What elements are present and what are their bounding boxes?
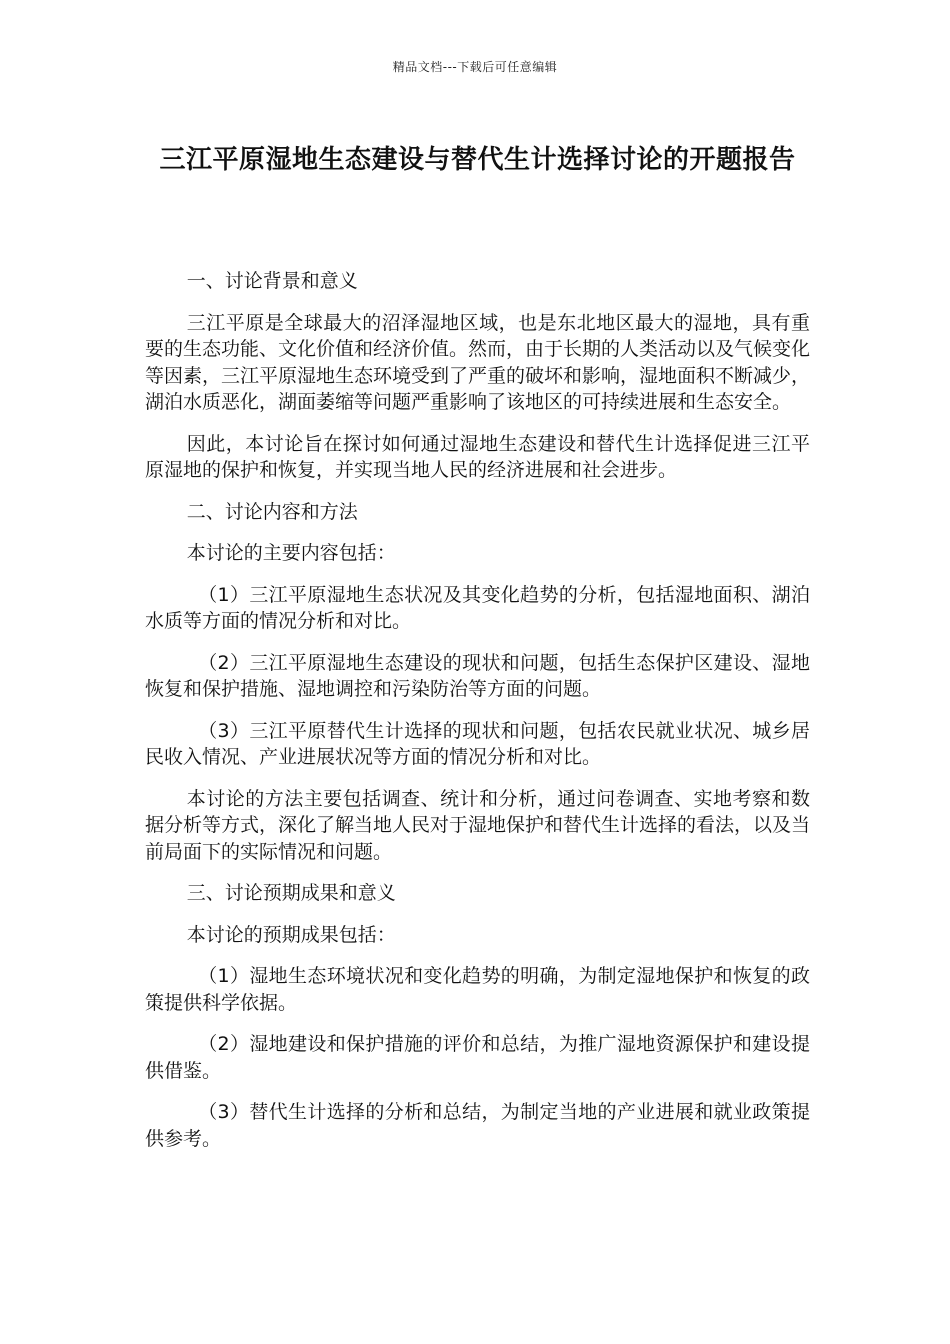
- section-heading-expected-results: 三、讨论预期成果和意义: [186, 882, 396, 904]
- list-item-content-3: （3）三江平原替代生计选择的现状和问题，包括农民就业状况、城乡居民收入情况、产业进展状况等方面的情况分析和对比。: [145, 719, 810, 768]
- paragraph-content-lead: 本讨论的主要内容包括：: [186, 542, 396, 564]
- list-item-result-1: （1）湿地生态环境状况和变化趋势的明确，为制定湿地保护和恢复的政策提供科学依据。: [145, 965, 810, 1014]
- paragraph-research-purpose: 因此，本讨论旨在探讨如何通过湿地生态建设和替代生计选择促进三江平原湿地的保护和恢复，并实现当地人民的经济进展和社会进步。: [145, 432, 810, 481]
- section-heading-background: 一、讨论背景和意义: [186, 270, 358, 292]
- list-item-result-3: （3）替代生计选择的分析和总结，为制定当地的产业进展和就业政策提供参考。: [145, 1101, 810, 1150]
- list-item-content-1: （1）三江平原湿地生态状况及其变化趋势的分析，包括湿地面积、湖泊水质等方面的情况分析和对比。: [145, 583, 810, 632]
- paragraph-methods: 本讨论的方法主要包括调查、统计和分析，通过问卷调查、实地考察和数据分析等方式，深化了解当地人民对于湿地保护和替代生计选择的看法，以及当前局面下的实际情况和问题。: [145, 787, 811, 863]
- header-note: 精品文档---下载后可任意编辑: [392, 60, 558, 74]
- list-item-content-2: （2）三江平原湿地生态建设的现状和问题，包括生态保护区建设、湿地恢复和保护措施、湿地调控和污染防治等方面的问题。: [145, 651, 810, 700]
- list-item-result-2: （2）湿地建设和保护措施的评价和总结，为推广湿地资源保护和建设提供借鉴。: [145, 1033, 810, 1082]
- paragraph-results-lead: 本讨论的预期成果包括：: [186, 923, 396, 946]
- page-title: 三江平原湿地生态建设与替代生计选择讨论的开题报告: [159, 145, 796, 175]
- paragraph-background-intro: 三江平原是全球最大的沼泽湿地区域，也是东北地区最大的湿地，具有重要的生态功能、文化价值和经济价值。然而，由于长期的人类活动以及气候变化等因素，三江平原湿地生态环境受到了严重的破坏和影响，湿地面积不断减少，湖泊水质恶化，湖面萎缩等问题严重影响了该地区的可持续进展和生态安全。: [145, 311, 811, 413]
- section-heading-content-methods: 二、讨论内容和方法: [186, 500, 358, 523]
- document-body: [145, 268, 810, 1167]
